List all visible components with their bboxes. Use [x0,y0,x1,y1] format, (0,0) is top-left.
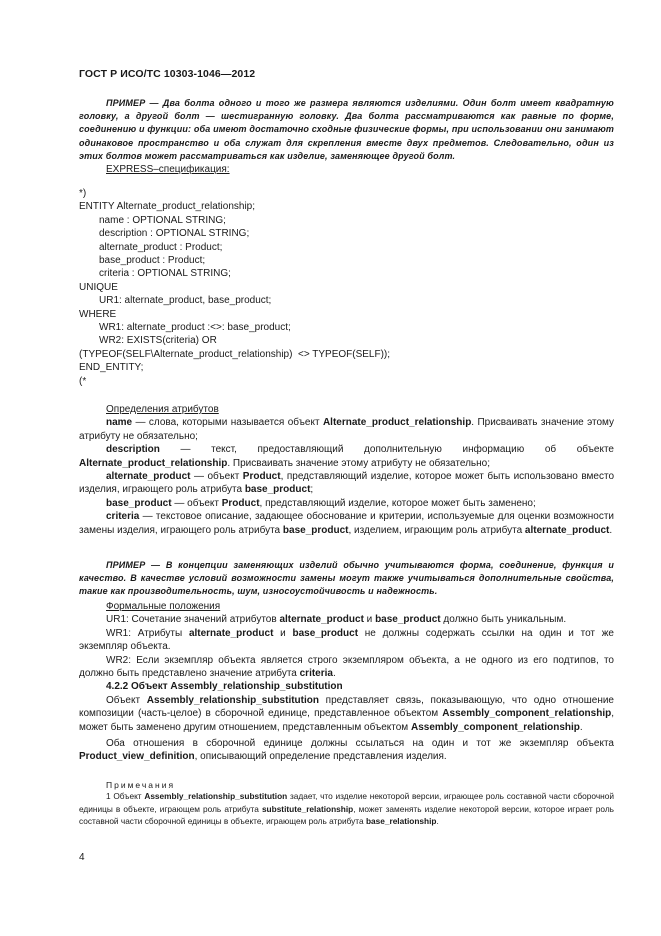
attr-criteria: criteria — текстовое описание, задающее обоснование и критерии, используемые для оценки возможности замены изделия, играющего роль атрибута base_product, изделием, играющим роль атрибута alternate_product. [79,511,614,536]
code-line: (* [79,375,87,387]
rules-heading: Формальные положения [106,601,221,612]
section-paragraph-1: Объект Assembly_relationship_substitution представляет связь, показывающую, что одно отношение композиции (часть-целое) в сборочной единице, представленное объектом Assembly_component_relationship, может быть заменено другим отношением, представленным объектом Assembly_component_relationship. [79,694,614,733]
attr-alternate-product: alternate_product — объект Product, представляющий изделие, которое может быть использовано вместо изделия, играющего роль атрибута base_product; [79,471,614,496]
code-line: ENTITY Alternate_product_relationship; [79,201,256,213]
code-line: UR1: alternate_product, base_product; [99,295,272,307]
rule-wr1: WR1: Атрибуты alternate_product и base_product не должны содержать ссылки на один и тот же экземпляр объекта. [79,627,614,653]
code-line: name : OPTIONAL STRING; [99,214,226,226]
section-heading: 4.2.2 Объект Assembly_relationship_substitution [106,681,343,693]
attribute-definitions [79,403,614,537]
rule-wr2: WR2: Если экземпляр объекта является строго экземпляром объекта, а не одного из его подтипов, то должно быть представлено значение атрибута criteria. [79,654,614,680]
rule-ur1: UR1: Сочетание значений атрибутов alternate_product и base_product должно быть уникальным. [106,614,567,626]
example-2 [79,559,614,599]
code-line: WR2: EXISTS(criteria) OR [99,335,217,347]
code-line: criteria : OPTIONAL STRING; [99,268,231,280]
attr-heading: Определения атрибутов [106,404,219,415]
code-line: WHERE [79,308,117,320]
page-number: 4 [79,852,85,863]
example-text-2: ПРИМЕР — В концепции заменяющих изделий обычно учитываются форма, соединение, функция и качество. В качестве условий возможности замены могут также учитываться дополнительные свойства, такие как производительность, шум, износоустойчивость и надежность. [79,560,614,597]
code-line: description : OPTIONAL STRING; [99,228,250,240]
express-heading: EXPRESS–спецификация: [106,164,230,175]
code-line: base_product : Product; [99,255,206,267]
section-paragraph-2: Оба отношения в сборочной единице должны ссылаться на один и тот же экземпляр объекта Product_view_definition, описывающий определение представления изделия. [79,738,614,763]
notes-block [79,780,614,828]
note-1: 1 Объект Assembly_relationship_substitution задает, что изделие некоторой версии, играющее роль составной части сборочной единицы в объекте, играющем роль атрибута substitute_relationship, может заменять изделие некоторой версии, которое играет роль составной части сборочной единицы в объекте, играющем роль атрибута base_relationship. [79,791,614,826]
attr-base-product: base_product — объект Product, представляющий изделие, которое может быть заменено; [106,497,536,509]
attr-name: name — слова, которыми называется объект Alternate_product_relationship. Присваивать значение этому атрибуту не обязательно; [79,417,614,442]
document-header: ГОСТ Р ИСО/ТС 10303-1046—2012 [79,68,256,80]
attr-description: description — текст, предоставляющий дополнительную информацию об объекте Alternate_product_relationship. Присваивать значение этому атрибуту не обязательно; [79,444,614,469]
example-1 [79,97,614,163]
code-line: UNIQUE [79,281,118,293]
formal-rules [79,600,614,764]
express-heading-block [79,163,614,176]
code-line: (TYPEOF(SELF\Alternate_product_relationship) <> TYPEOF(SELF)); [79,348,391,360]
code-line: WR1: alternate_product :<>: base_product; [99,322,291,334]
notes-heading: Примечания [106,780,176,790]
example-text: ПРИМЕР — Два болта одного и того же размера являются изделиями. Один болт имеет квадратную головку, а другой болт — шестигранную головку. Два болта рассматриваются как равные по форме, соединению и функции: оба имеют достаточно сходные физические формы, при использовании они занимают одинаковое пространство и оба служат для скрепления вместе двух предметов. Следовательно, один из этих болтов может рассматриваться как изделие, заменяющее другой болт. [79,98,614,161]
code-line: END_ENTITY; [79,362,144,374]
code-line: alternate_product : Product; [99,241,223,253]
code-line: *) [79,188,87,199]
express-code [79,187,614,388]
